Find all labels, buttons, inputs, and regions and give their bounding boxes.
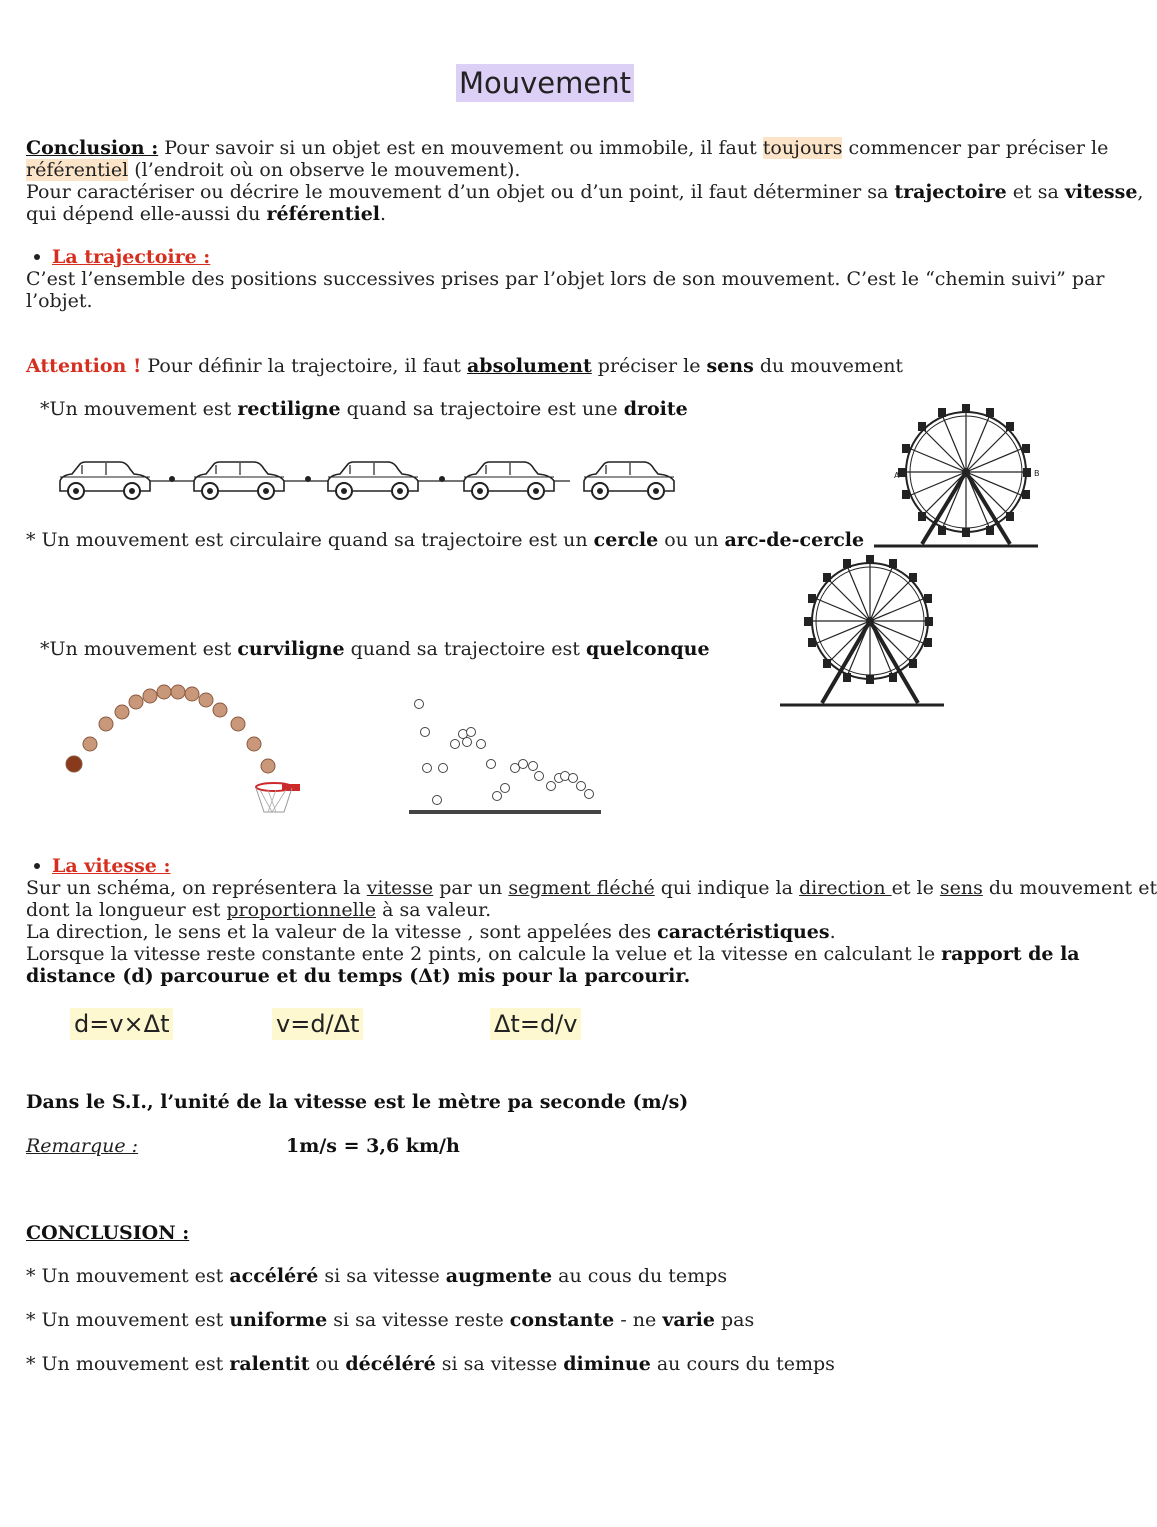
basketball-icon: [157, 685, 171, 699]
basketball-icon: [143, 689, 157, 703]
point-a-label: A: [894, 471, 900, 480]
car-icon: [584, 462, 674, 499]
car-icon: [328, 462, 418, 499]
conclusion2-item-accelere: * Un mouvement est accéléré si sa vitesse augmente au cous du temps: [26, 1265, 728, 1287]
basketball-icon: [129, 695, 143, 709]
star-icon: *: [26, 1353, 36, 1375]
position-dot: [305, 476, 311, 482]
circulaire-line: * Un mouvement est circulaire quand sa trajectoire est un cercle ou un arc-de-cercle: [26, 529, 865, 551]
ball-icon: [547, 782, 556, 791]
ball-icon: [467, 728, 476, 737]
basketball-icon: [199, 693, 213, 707]
cars-trajectory-figure: [50, 455, 680, 505]
formula-distance: d=v×Δt: [70, 1008, 173, 1040]
curviligne-line: *Un mouvement est curviligne quand sa trajectoire est quelconque: [40, 638, 710, 660]
page-title: Mouvement: [456, 64, 634, 102]
vitesse-line-2: dont la longueur est proportionnelle à sa valeur.: [26, 899, 492, 921]
conclusion-line-3: Pour caractériser ou décrire le mouvement d’un objet ou d’un point, il faut déterminer sa trajectoire et sa vitesse,: [26, 181, 1144, 203]
ball-icon: [577, 782, 586, 791]
basketball-icon: [213, 703, 227, 717]
conclusion-label: Conclusion :: [26, 137, 159, 159]
star-icon: *: [26, 1309, 36, 1331]
star-icon: *: [40, 638, 50, 660]
ball-icon: [477, 740, 486, 749]
ball-icon: [451, 740, 460, 749]
ball-icon: [433, 796, 442, 805]
bouncing-ball-figure: [405, 690, 605, 820]
remarque-label: Remarque :: [26, 1135, 139, 1157]
basketball-trajectory-figure: [60, 680, 310, 820]
ball-icon: [439, 764, 448, 773]
trajectoire-heading: La trajectoire :: [26, 246, 210, 268]
vitesse-line-4: Lorsque la vitesse reste constante ente 2 pints, on calcule la velue et la vitesse en calculant le rapport de la: [26, 943, 1080, 965]
ball-icon: [535, 772, 544, 781]
conclusion2-item-ralenti: * Un mouvement est ralentit ou décéléré si sa vitesse diminue au cours du temps: [26, 1353, 835, 1375]
ball-icon: [423, 764, 432, 773]
basketball-icon: [185, 687, 199, 701]
bullet-icon: [34, 254, 40, 260]
conclusion-line-1: Conclusion : Pour savoir si un objet est en mouvement ou immobile, il faut toujours commencer par préciser le: [26, 137, 1109, 159]
formula-speed: v=d/Δt: [272, 1008, 363, 1040]
ball-icon: [415, 700, 424, 709]
conclusion2-heading: CONCLUSION :: [26, 1222, 190, 1244]
si-unit-line: Dans le S.I., l’unité de la vitesse est le mètre pa seconde (m/s): [26, 1091, 689, 1113]
basketball-icon: [231, 717, 245, 731]
ball-icon: [501, 784, 510, 793]
attention-line: Attention ! Pour définir la trajectoire, il faut absolument préciser le sens du mouvement: [26, 355, 904, 377]
star-icon: *: [40, 398, 50, 420]
car-icon: [464, 462, 554, 499]
remarque-value: 1m/s = 3,6 km/h: [286, 1135, 460, 1157]
point-b-label: B: [1034, 469, 1040, 478]
trajectoire-text-1: C’est l’ensemble des positions successives prises par l’objet lors de son mouvement. C’est le “chemin suivi” par: [26, 268, 1105, 290]
conclusion-line-4: qui dépend elle-aussi du référentiel.: [26, 203, 387, 225]
bullet-icon: [34, 863, 40, 869]
ferris-wheel-icon: [778, 555, 946, 710]
ball-icon: [529, 762, 538, 771]
star-icon: *: [26, 1265, 36, 1287]
ball-icon: [585, 790, 594, 799]
ball-icon: [487, 760, 496, 769]
vitesse-line-3: La direction, le sens et la valeur de la vitesse , sont appelées des caractéristiques.: [26, 921, 836, 943]
ball-icon: [463, 738, 472, 747]
basketball-icon: [247, 737, 261, 751]
car-icon: [194, 462, 284, 499]
ball-icon: [519, 760, 528, 769]
basketball-icon: [99, 717, 113, 731]
position-dot: [169, 476, 175, 482]
vitesse-line-1: Sur un schéma, on représentera la vitesse par un segment fléché qui indique la direction et le sens du mouvement et: [26, 877, 1157, 899]
basketball-icon: [66, 756, 82, 772]
basketball-icon: [115, 705, 129, 719]
ferris-wheel-icon: [874, 400, 1044, 552]
basketball-icon: [83, 737, 97, 751]
basketball-icon: [171, 685, 185, 699]
ball-icon: [493, 792, 502, 801]
formula-time: Δt=d/v: [490, 1008, 581, 1040]
basketball-icon: [261, 759, 275, 773]
ball-icon: [421, 728, 430, 737]
conclusion2-item-uniforme: * Un mouvement est uniforme si sa vitesse reste constante - ne varie pas: [26, 1309, 755, 1331]
rectiligne-line: *Un mouvement est rectiligne quand sa trajectoire est une droite: [40, 398, 688, 420]
basketball-hoop-icon: [256, 783, 300, 812]
car-icon: [60, 462, 150, 499]
trajectoire-text-2: l’objet.: [26, 290, 93, 312]
vitesse-line-5: distance (d) parcourue et du temps (Δt) mis pour la parcourir.: [26, 965, 691, 987]
conclusion-line-2: référentiel (l’endroit où on observe le mouvement).: [26, 159, 521, 181]
position-dot: [439, 476, 445, 482]
vitesse-heading: La vitesse :: [26, 855, 171, 877]
star-icon: *: [26, 529, 36, 551]
ball-icon: [569, 774, 578, 783]
